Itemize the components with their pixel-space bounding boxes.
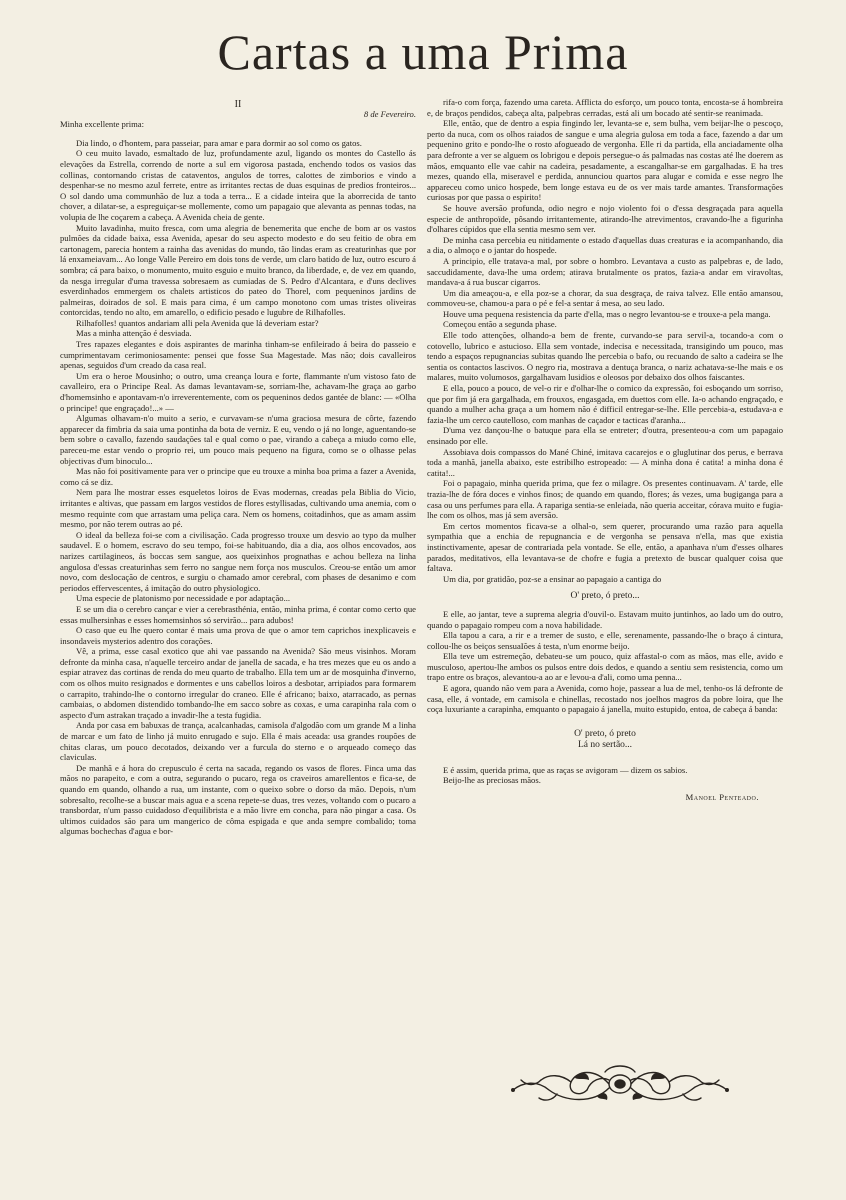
verse-block	[427, 729, 783, 751]
letter-numeral: II	[234, 99, 242, 110]
paragraph: E elle, ao jantar, teve a suprema alegria d'ouvil-o. Estavam muito juntinhos, ao lado um do outro, quando o papagaio rompeu com a nova habilidade.	[427, 608, 783, 630]
paragraph: D'uma vez dançou-lhe o batuque para ella se entreter; d'outra, presenteou-a com um papagaio ensinado por elle.	[427, 425, 783, 446]
floral-vignette-icon	[505, 1060, 735, 1108]
author-signature: Manoel Penteado.	[685, 792, 759, 803]
paragraph: Elle, então, que de dentro a espia fingindo ler, levanta-se e, sem bulha, vem beijar-lhe o pescoço, perto da nuca, com os olhos raiados de sangue e uma alegria gulosa em toda a face, fazendo a dar um pequenino grito e pondo-lhe o rosto afogueado de vergonha. Elle ri da partida, ella anciadamente olha para defronte a ver se alguem os lobrigou e depois persegue-o ás palmadas nas costas até lhe doerem as mãos, emquanto elle vae cahir na cadeira, pesadamente, a escangalhar-se em gargalhadas. E ha tres mezes, quando ella, miseravel e perdida, annunciou quartos para alugar e comida e esse negro lhe appareceu como unico hospede, bem longe estava eu de os ver mais tarde amantes. Transformações curiosas por que passa o espirito!	[427, 118, 783, 203]
paragraph: Ella tapou a cara, a rir e a tremer de susto, e elle, serenamente, passando-lhe o braço á cintura, collou-lhe os beiços sensuaIões á testa, n'um enorme beijo.	[427, 630, 783, 651]
paragraph: De minha casa percebia eu nitidamente o estado d'aquellas duas creaturas e ia acompanhando, dia a dia, o almoço e o jantar do hospede.	[427, 234, 783, 256]
verse-line: Lá no sertão...	[577, 739, 633, 750]
right-column	[427, 97, 783, 803]
paragraph: Nem para lhe mostrar esses esqueletos loiros de Evas modernas, creadas pela Biblia do Vicio, irritantes e altivas, que passam em largos vestidos de flores estyllisadas, cultivando uma anemia, com o mesmo requinte com que arrastam uma peliça cara. Nem os homens, coitadinhos, que as amam assim mesmo, por não terem outras ao pé.	[60, 487, 416, 530]
letter-salutation: Minha excellente prima:	[60, 119, 144, 130]
paragraph: Tres rapazes elegantes e dois aspirantes de marinha tinham-se enfileirado á beira do passeio e cumprimentavam cerimoniosamente: pensei que fosse Sua Magestade. Mas não; dois cavalleiros apenas, seguidos d'um creado da casa real.	[60, 339, 416, 371]
paragraph: Começou então a segunda phase.	[443, 319, 557, 330]
paragraph: E se um dia o cerebro cançar e vier a cerebrasthénia, então, minha prima, é contar como certo que essas mulhersinhas e esses homemsinhos só servirão... para adubos!	[60, 603, 416, 625]
letter-date: 8 de Fevereiro.	[363, 108, 416, 119]
paragraph: Foi o papagaio, minha querida prima, que fez o milagre. Os presentes continuavam. A' tarde, elle trazia-lhe de fóra doces e vinhos finos; de quando em quando, flores; ás vezes, uma bugiganga para a casa ou uns perfumes para ella. A rapariga sentia-se enleiada, não queria acceitar, córava muito e fugia-lhe com os olhos, mas já sem aversão.	[427, 478, 783, 521]
closing-paragraphs	[427, 765, 783, 786]
page-title: Cartas a uma Prima	[217, 24, 629, 80]
paragraph: O caso que eu lhe quero contar é mais uma prova de que o amor tem caprichos inexplicaveis e insondaveis mysterios adentro dos corações.	[60, 625, 416, 646]
paragraph: Um era o heroe Mousinho; o outro, uma creança loura e forte, flammante n'um vistoso fato de cavalleiro, era o Principe Real. As damas levantavam-se, sorriam-lhe, achavam-lhe graça ao garbo d'homemsinho e apontavam-n'o irreverentemente, com os pequeninos dedos gantée de blanc: — «Olha o principe! que engraçado!...» —	[60, 370, 416, 413]
paragraph: Houve uma pequena resistencia da parte d'ella, mas o negro levantou-se e trouxe-a pela manga.	[443, 308, 771, 319]
song-line: O' preto, ó preto...	[570, 591, 640, 602]
paragraph: Se houve aversão profunda, odio negro e nojo violento foi o d'essa desgraçada para aquella especie de anthropoïde, pôsando irritantemente, atirando-lhe atrevimentos, cravando-lhe a figurinha d'olhares cúpidos que ella sentia mesmo sem ver.	[427, 202, 783, 235]
paragraph: Dia lindo, o d'hontem, para passeiar, para amar e para dormir ao sol como os gatos.	[76, 137, 362, 148]
right-paragraphs-continued	[427, 609, 783, 715]
paragraph: Muito lavadinha, muito fresca, com uma alegria de benemerita que enche de bom ar os vastos pulmões da cidade baixa, essa Avenida, apesar do seu aspecto modesto e do seu feitio de obra em cartonagem, parecia hontem a rainha das avenidas do mundo, tão lindas eram as creaturinhas que por lá enxameiavam... Ao longe Valle Pereiro em dois tons de verde, um claro batido de luz, outro escuro á sombra; cá para baixo, o monumento, muito esguio e muito branco, da liberdade, e, de vez em quando, da nesga irregular d'uma travessa sobresaem as cumiadas de S. Pedro d'Alcantara, e d'uns declives esverdinhados emmergem os chalets artisticos do pateo do Thorel, com pequeninos jardins de palmeiras, doirados de sol. E mais para cima, é um campo monotono com umas tristes oliveiras contorcidas, tendo no alto, em amarello, o edificio pesado e lugubre de Rilhafolles.	[60, 222, 416, 318]
left-column	[60, 100, 416, 837]
paragraph: Rilhafolles! quantos andariam alli pela Avenida que lá deveriam estar?	[76, 317, 319, 328]
paragraph: Assobiava dois compassos do Mané Chiné, imitava cacarejos e o gluglutinar dos perus, e berrava toda a manhã, janella abaixo, este estribilho estropeado: — A minha dona é catita! a minha dona é catita!...	[427, 446, 783, 478]
paragraph: O ideal da belleza foi-se com a civilisação. Cada progresso trouxe um desvio ao typo da mulher saudavel. E o homem, escravo do seu tempo, foi-se habituando, dia a dia, aos olhos encovados, aos narizes cartilagineos, ás boccas sem sangue, aos queixinhos prognathas e achou belleza na linha angulosa d'essas creaturinhas sem ferro no sangue nem força nos musculos. Creou-se então um amor novo, com deslocação de centros, e surgiu o chamado amor cerebral, com phases de desanimo e com periodos effervescentes, á imitação do outro physiologico.	[60, 529, 416, 593]
paragraph: Anda por casa em babuxas de trança, acalcanhadas, camisola d'algodão com um grande M a linha de marcar e um fato de linho já muito enrugado e sujo. Ella é mais aceada: usa grandes roupões de chitas claras, um pouco decotados, deixando ver a furcula do sterno e o arqueado começo das claviculas.	[60, 720, 416, 763]
paragraph: A principio, elle tratava-a mal, por sobre o hombro. Levantava a custo as palpebras e, de lado, saccudidamente, dava-lhe uma ordem; atirava brutalmente os pratos, fazia-a andar em viravoltas, mandava-a á rua buscar cigarros.	[427, 255, 783, 288]
verse-line: O' preto, ó preto	[574, 728, 636, 739]
paragraph: Um dia, por gratidão, poz-se a ensinar ao papagaio a cantiga do	[443, 573, 662, 584]
paragraph: Elle todo attenções, olhando-a bem de frente, curvando-se para servil-a, tocando-a com o cotovello, lubrico e astucioso. Ella sem vontade, indecisa e necessitada, transigindo um pouco, mas tendo a espaços repugnancias subitas quando lhe percebia o bafo, ou recuando de salto a cadeira se lhe sentia os contactos lascivos. O negro ria, mostrava a dentuça branca, o nariz achatava-se-lhe mais e os malares, muito volumosos, gargalhavam lusidios e oleosos por debaixo dos olhos faiscantes.	[427, 330, 783, 383]
paragraph: Vê, a prima, esse casal exotico que ahi vae passando na Avenida? São meus visinhos. Moram defronte da minha casa, n'aquelle terceiro andar de janella de sacada, e ha tres mezes que eu os ando a espiar atravez das cortinas de renda do meu quarto de trabalho. Ella tem um ar de mosquinha d'inverno, com os olhos muito resignados e dormentes e uns cabellos loiros a desbotar, arripiados para formarem o carrapito, trahindo-lhe o contorno irregular do craneo. Elle é africano; baixo, atarracado, as pernas cambaias, o abdomen distendido tombando-lhe em sacco sobre as coxas, e uma carapinha rala com o aspecto d'um astrakan traçado a invadir-lhe a testa fugidia.	[60, 646, 416, 720]
paragraph: Ella teve um estremeção, debateu-se um pouco, quiz affastal-o com as mãos, mas elle, avido e musculoso, apertou-lhe ambos os pulsos entre dois dedos, e quando a sentiu sem resistencia, como um trapo entre os braços, alevantou-a ao ar e levou-a d'ali, como uma penna...	[427, 651, 783, 683]
paragraph: E é assim, querida prima, que as raças se avigoram — dizem os sabios.	[443, 764, 688, 775]
paragraph: Uma especie de platonismo por necessidade e por adaptação...	[76, 593, 291, 604]
left-paragraphs	[60, 138, 416, 837]
paragraph: Beijo-lhe as preciosas mãos.	[443, 775, 541, 786]
paragraph: Um dia ameaçou-a, e ella poz-se a chorar, da sua desgraça, de raiva talvez. Elle então amansou, commoveu-se, chamou-a para o pé e fel-a sentar á mesa, ao seu lado.	[427, 287, 783, 309]
paragraph: Algumas olhavam-n'o muito a serio, e curvavam-se n'uma graciosa mesura de côrte, fazendo apparecer da fimbria da saia uma pontinha da bota de verniz. E eu, vendo o já no longe, aguentando-se bem sobre o cavallo, fazendo saudações tal e qual como o pae, virando a cabeça a miudo como elle, pareceu-me estar vendo o proprio rei, um pouco mais pequeno na figura, como se o olhasse pelas objectivas d'um binoculo...	[60, 413, 416, 466]
paragraph: E agora, quando não vem para a Avenida, como hoje, passear a lua de mel, tenho-os lá defronte de casa, elle, á vontade, em camisola e chinellas, recostado nos joelhos magros da pobre loira, que lhe coça luxuriante a carapinha, emquanto o papagaio á janella, muito estupido, entoa, de cabeça á banda:	[427, 683, 783, 715]
paragraph: E ella, pouco a pouco, de vel-o rir e d'olhar-lhe o comico da expressão, foi esboçando um sorriso, que por fim já era gargalhada, em frouxos, engasgada, em duettos com elle. Ia-o achando engraçado, e quando a mulher acha graça a um homem não é difficil entregar-se-lhe. Elle percebia-a, estudava-a e fazia-lhe um cerco cautelloso, com manhas de caçador e tacticas d'aranha...	[427, 383, 783, 425]
paragraph: Mas a minha attenção é desviada.	[76, 328, 192, 339]
paragraph: rifa-o com força, fazendo uma careta. Afflicta do esforço, um pouco tonta, encosta-se á hombreira e, de braços pendidos, cabeça alta, palpebras cerradas, está ali um bocado até sentir-se reanimada.	[427, 97, 783, 118]
paragraph: De manhã e á hora do crepusculo é certa na sacada, regando os vasos de flores. Finca uma das mãos no parapeito, e com a outra, segurando o pucaro, rega os craveiros amarellentos e fica-se, de quando em quando, olhando a rua, um instante, com o queixo sobre o dorso da mão. Depois, n'um sobresalto, recolhe-se a buscar mais agua e a scena repete-se duas, tres vezes, voltando com o pucaro a transbordar, n'um passo cuidadoso d'equilibrista e a mão livre em concha, para não pingar a casa. Os ultimos cuidados são para um mangerico de côma espigada e que anda sempre combalido; toma algumas bochechas d'agua e bor-	[60, 762, 416, 837]
paragraph: Em certos momentos ficava-se a olhal-o, sem querer, procurando uma razão para aquella sympathia que a enchia de repugnancia e de vergonha se pensava n'ella, mas que existia instinctivamente, apesar de contrariada pela vontade. Se elle, então, a apanhava n'um d'esses olhares parados, meditativos, ella levantava-se de chofre e fugia a pretexto de buscar qualquer coisa que faltava.	[427, 520, 783, 574]
paragraph: Mas não foi positivamente para ver o principe que eu trouxe a minha boa prima a fazer a Avenida, como cá se diz.	[60, 466, 416, 487]
paragraph: O ceu muito lavado, esmaltado de luz, profundamente azul, ligando os montes do Castello ás elevações da Estrella, correndo de norte a sul em vigorosa pastada, enchendo todos os vasios das collinas, contornando cristas de cataventos, angulos de torres, calottes de zimborios e vindo a despenhar-se no mesmo azul ferrete, entre as irritantes rectas de duas esquinas de predios fronteiros... O sol dando uma communhão de luz a toda a terra... E a cidade inteira que la aborrecida de tanto chover, a dilatar-se, a espreguiçar-se mollemente, como um papagaio que alevanta as pennas todas, na volupia de lhe coçarem a cabeça. A Avenida cheia de gente.	[60, 148, 416, 222]
right-paragraphs	[427, 97, 783, 584]
